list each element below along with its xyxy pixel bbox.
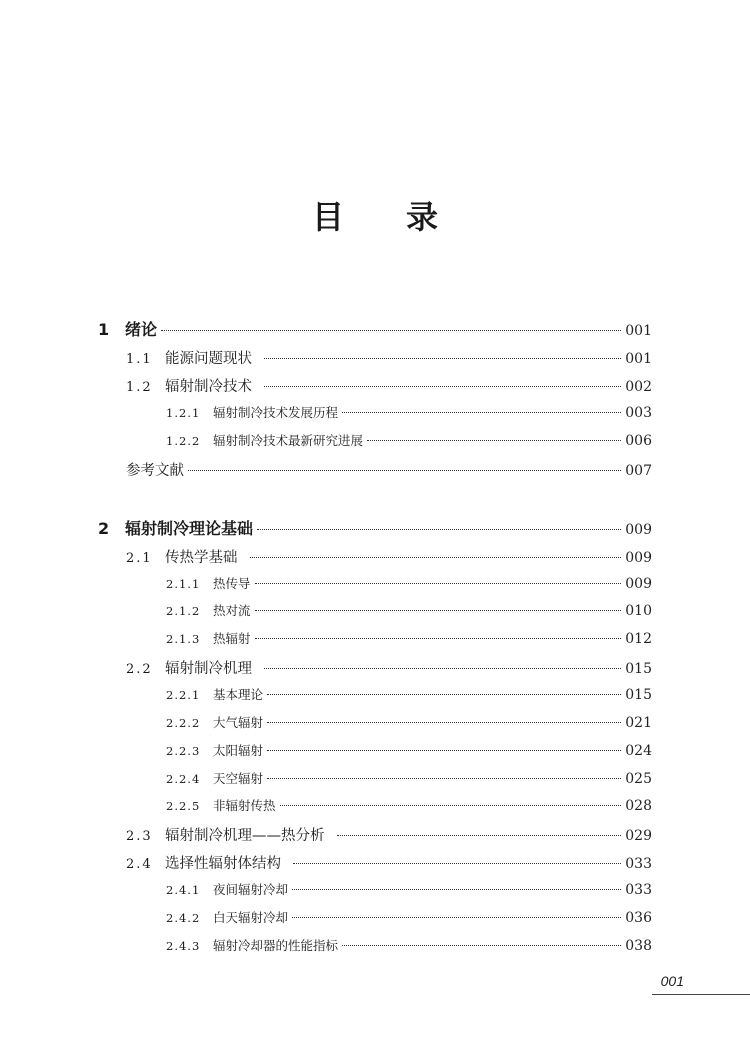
- toc-entry-page: 038: [625, 938, 652, 954]
- toc-entry[interactable]: [126, 459, 652, 480]
- toc-entry-number: 2.2.2: [166, 716, 201, 730]
- toc-entry[interactable]: [126, 546, 652, 567]
- toc-entry-page: 012: [625, 631, 652, 647]
- toc-entry[interactable]: [166, 908, 652, 926]
- toc-entry-number: 2.3: [126, 829, 153, 844]
- toc-entry[interactable]: [166, 936, 652, 954]
- toc-entry-title: 辐射冷却器的性能指标: [213, 938, 339, 953]
- toc-dot-leader: [255, 638, 622, 639]
- toc-entry[interactable]: [166, 713, 652, 731]
- toc-entry-page: 021: [625, 715, 652, 731]
- toc-entry-page: 003: [625, 405, 652, 421]
- toc-entry-page: 009: [625, 550, 652, 566]
- toc-dot-leader: [267, 750, 621, 751]
- toc-entry[interactable]: [126, 347, 652, 368]
- toc-entry-number: 2.1.3: [166, 632, 201, 646]
- toc-entry-number: 1.1: [126, 352, 153, 367]
- toc-dot-leader: [267, 694, 621, 695]
- toc-dot-leader: [264, 386, 621, 387]
- toc-entry-title: 热对流: [213, 603, 251, 618]
- toc-entry[interactable]: [166, 880, 652, 898]
- toc-entry-page: 001: [625, 323, 652, 339]
- toc-entry-title: 绪论: [125, 320, 158, 339]
- toc-dot-leader: [255, 583, 622, 584]
- toc-entry-number: 1.2: [126, 380, 153, 395]
- toc-entry[interactable]: [166, 796, 652, 814]
- toc-entry-page: 001: [625, 351, 652, 367]
- page-title: [0, 192, 750, 238]
- toc-entry-title: 选择性辐射体结构: [165, 856, 281, 872]
- toc-entry-page: 002: [625, 379, 652, 395]
- toc-entry[interactable]: [98, 317, 652, 340]
- toc-entry-number: 2.4.2: [166, 911, 201, 925]
- toc-entry-title: 辐射制冷技术发展历程: [213, 405, 339, 420]
- toc-entry-page: 028: [625, 798, 652, 814]
- toc-entry-page: 007: [625, 463, 652, 479]
- toc-entry-title: 白天辐射冷却: [213, 910, 289, 925]
- toc-entry-page: 036: [625, 910, 652, 926]
- toc-entry-number: 2.1: [126, 551, 153, 566]
- toc-dot-leader: [250, 557, 622, 558]
- toc-entry[interactable]: [166, 431, 652, 449]
- toc-dot-leader: [337, 835, 622, 836]
- toc-entry-page: 024: [625, 743, 652, 759]
- toc-entry-title: 热传导: [213, 576, 251, 591]
- toc-entry-title: 辐射制冷机理——热分析: [165, 828, 325, 844]
- toc-entry-page: 033: [625, 882, 652, 898]
- toc-entry-page: 009: [625, 576, 652, 592]
- toc-entry[interactable]: [126, 824, 652, 845]
- toc-dot-leader: [264, 668, 621, 669]
- toc-entry-page: 015: [625, 661, 652, 677]
- toc-entry[interactable]: [166, 769, 652, 787]
- footer-page-number: 001: [660, 973, 684, 989]
- toc-entry-title: 热辐射: [213, 631, 251, 646]
- toc-entry[interactable]: [166, 685, 652, 703]
- title-char-right: 录: [406, 198, 439, 236]
- toc-dot-leader: [188, 470, 621, 471]
- toc-entry[interactable]: [166, 574, 652, 592]
- toc-entry-title: 辐射制冷技术最新研究进展: [213, 433, 364, 448]
- toc-entry-title: 辐射制冷技术: [165, 379, 252, 395]
- toc-entry-title: 辐射制冷机理: [165, 661, 252, 677]
- footer-rule: [652, 994, 750, 995]
- toc-dot-leader: [292, 917, 621, 918]
- toc-entry-number: 2.2.5: [166, 799, 201, 813]
- toc-entry-page: 033: [625, 856, 652, 872]
- toc-entry-title: 传热学基础: [165, 550, 238, 566]
- toc-dot-leader: [264, 358, 621, 359]
- toc-entry-number: 2.2.1: [166, 688, 201, 702]
- toc-entry-title: 辐射制冷理论基础: [125, 519, 254, 538]
- toc-entry-number: 2.4.3: [166, 939, 201, 953]
- toc-entry[interactable]: [166, 741, 652, 759]
- toc-entry-title: 非辐射传热: [213, 798, 276, 813]
- toc-entry-number: 2.1.1: [166, 577, 201, 591]
- toc-entry-page: 006: [625, 433, 652, 449]
- toc-entry-title: 基本理论: [213, 687, 264, 702]
- toc-dot-leader: [292, 889, 621, 890]
- toc-entry-number: 1.2.2: [166, 434, 201, 448]
- toc-dot-leader: [161, 330, 621, 331]
- toc-entry-number: 1: [98, 320, 110, 339]
- toc-dot-leader: [367, 440, 621, 441]
- toc-dot-leader: [342, 412, 621, 413]
- toc-dot-leader: [342, 945, 621, 946]
- toc-entry-title: 太阳辐射: [213, 743, 264, 758]
- toc-entry-page: 025: [625, 771, 652, 787]
- toc-entry-number: 2.2: [126, 662, 153, 677]
- toc-entry-number: 2.4: [126, 857, 153, 872]
- toc-entry-page: 029: [625, 828, 652, 844]
- toc-entry[interactable]: [126, 375, 652, 396]
- toc-entry-number: 2.2.3: [166, 744, 201, 758]
- toc-entry-title: 天空辐射: [213, 771, 264, 786]
- toc-entry-title: 能源问题现状: [165, 351, 252, 367]
- toc-entry-title: 参考文献: [126, 463, 184, 479]
- toc-dot-leader: [293, 863, 621, 864]
- toc-entry-title: 夜间辐射冷却: [213, 882, 289, 897]
- toc-entry-number: 2.1.2: [166, 604, 201, 618]
- toc-dot-leader: [255, 610, 622, 611]
- toc-entry-page: 015: [625, 687, 652, 703]
- toc-dot-leader: [257, 529, 621, 530]
- title-char-left: 目: [311, 198, 344, 236]
- toc-entry-number: 2: [98, 519, 110, 538]
- toc-dot-leader: [280, 805, 622, 806]
- toc-dot-leader: [267, 778, 621, 779]
- toc-entry[interactable]: [98, 516, 652, 539]
- toc-entry-number: 2.4.1: [166, 883, 201, 897]
- toc-entry-number: 1.2.1: [166, 406, 201, 420]
- toc-entry[interactable]: [166, 601, 652, 619]
- toc-entry[interactable]: [126, 657, 652, 678]
- toc-entry-number: 2.2.4: [166, 772, 201, 786]
- toc-entry[interactable]: [166, 403, 652, 421]
- toc-dot-leader: [267, 722, 621, 723]
- toc-entry-title: 大气辐射: [213, 715, 264, 730]
- toc-entry-page: 009: [625, 522, 652, 538]
- toc-entry-page: 010: [625, 603, 652, 619]
- toc-entry[interactable]: [166, 629, 652, 647]
- toc-entry[interactable]: [126, 852, 652, 873]
